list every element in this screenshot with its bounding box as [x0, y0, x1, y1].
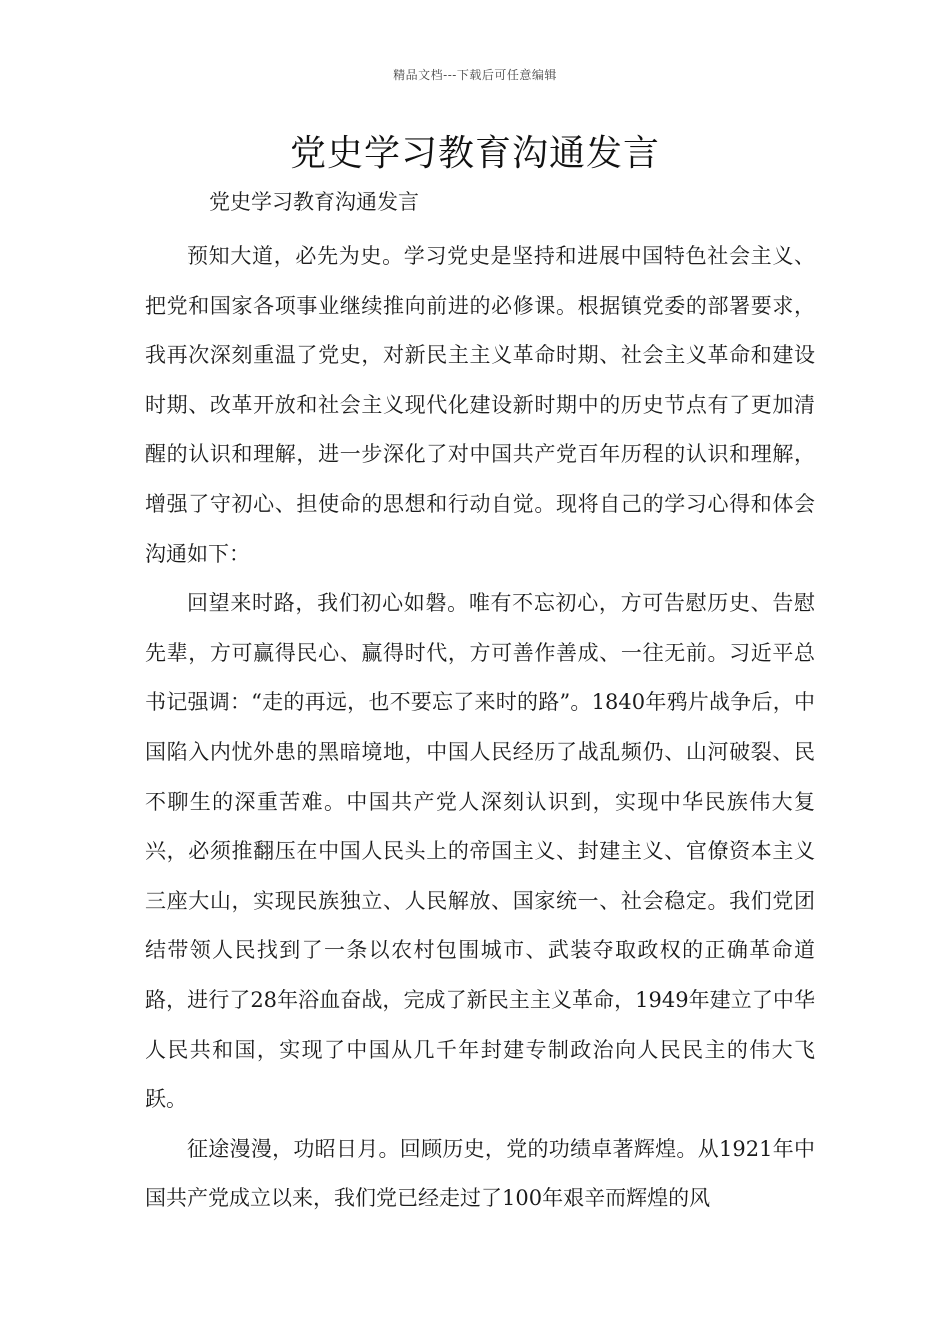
paragraph-1: 预知大道，必先为史。学习党史是坚持和进展中国特色社会主义、把党和国家各项事业继续推向前进的必修课。根据镇党委的部署要求，我再次深刻重温了党史，对新民主主义革命时期、社会主义革命和建设时期、改革开放和社会主义现代化建设新时期中的历史节点有了更加清醒的认识和理解，进一步深化了对中国共产党百年历程的认识和理解，增强了守初心、担使命的思想和行动自觉。现将自己的学习心得和体会沟通如下： — [145, 244, 815, 566]
document-title: 党史学习教育沟通发言 — [289, 133, 660, 174]
header-note: 精品文档---下载后可任意编辑 — [393, 68, 557, 82]
document-subtitle: 党史学习教育沟通发言 — [209, 190, 419, 214]
paragraph-3: 征途漫漫，功昭日月。回顾历史，党的功绩卓著辉煌。从1921年中国共产党成立以来，我们党已经走过了100年艰辛而辉煌的风 — [145, 1136, 815, 1211]
paragraph-2: 回望来时路，我们初心如磐。唯有不忘初心，方可告慰历史、告慰先辈，方可赢得民心、赢得时代，方可善作善成、一往无前。习近平总书记强调：“走的再远，也不要忘了来时的路”。1840年鸦片战争后，中国陷入内忧外患的黑暗境地，中国人民经历了战乱频仍、山河破裂、民不聊生的深重苦难。中国共产党人深刻认识到，实现中华民族伟大复兴，必须推翻压在中国人民头上的帝国主义、封建主义、官僚资本主义三座大山，实现民族独立、人民解放、国家统一、社会稳定。我们党团结带领人民找到了一条以农村包围城市、武装夺取政权的正确革命道路，进行了28年浴血奋战，完成了新民主主义革命，1949年建立了中华人民共和国，实现了中国从几千年封建专制政治向人民民主的伟大飞跃。 — [145, 591, 815, 1112]
document-body — [145, 184, 815, 1224]
